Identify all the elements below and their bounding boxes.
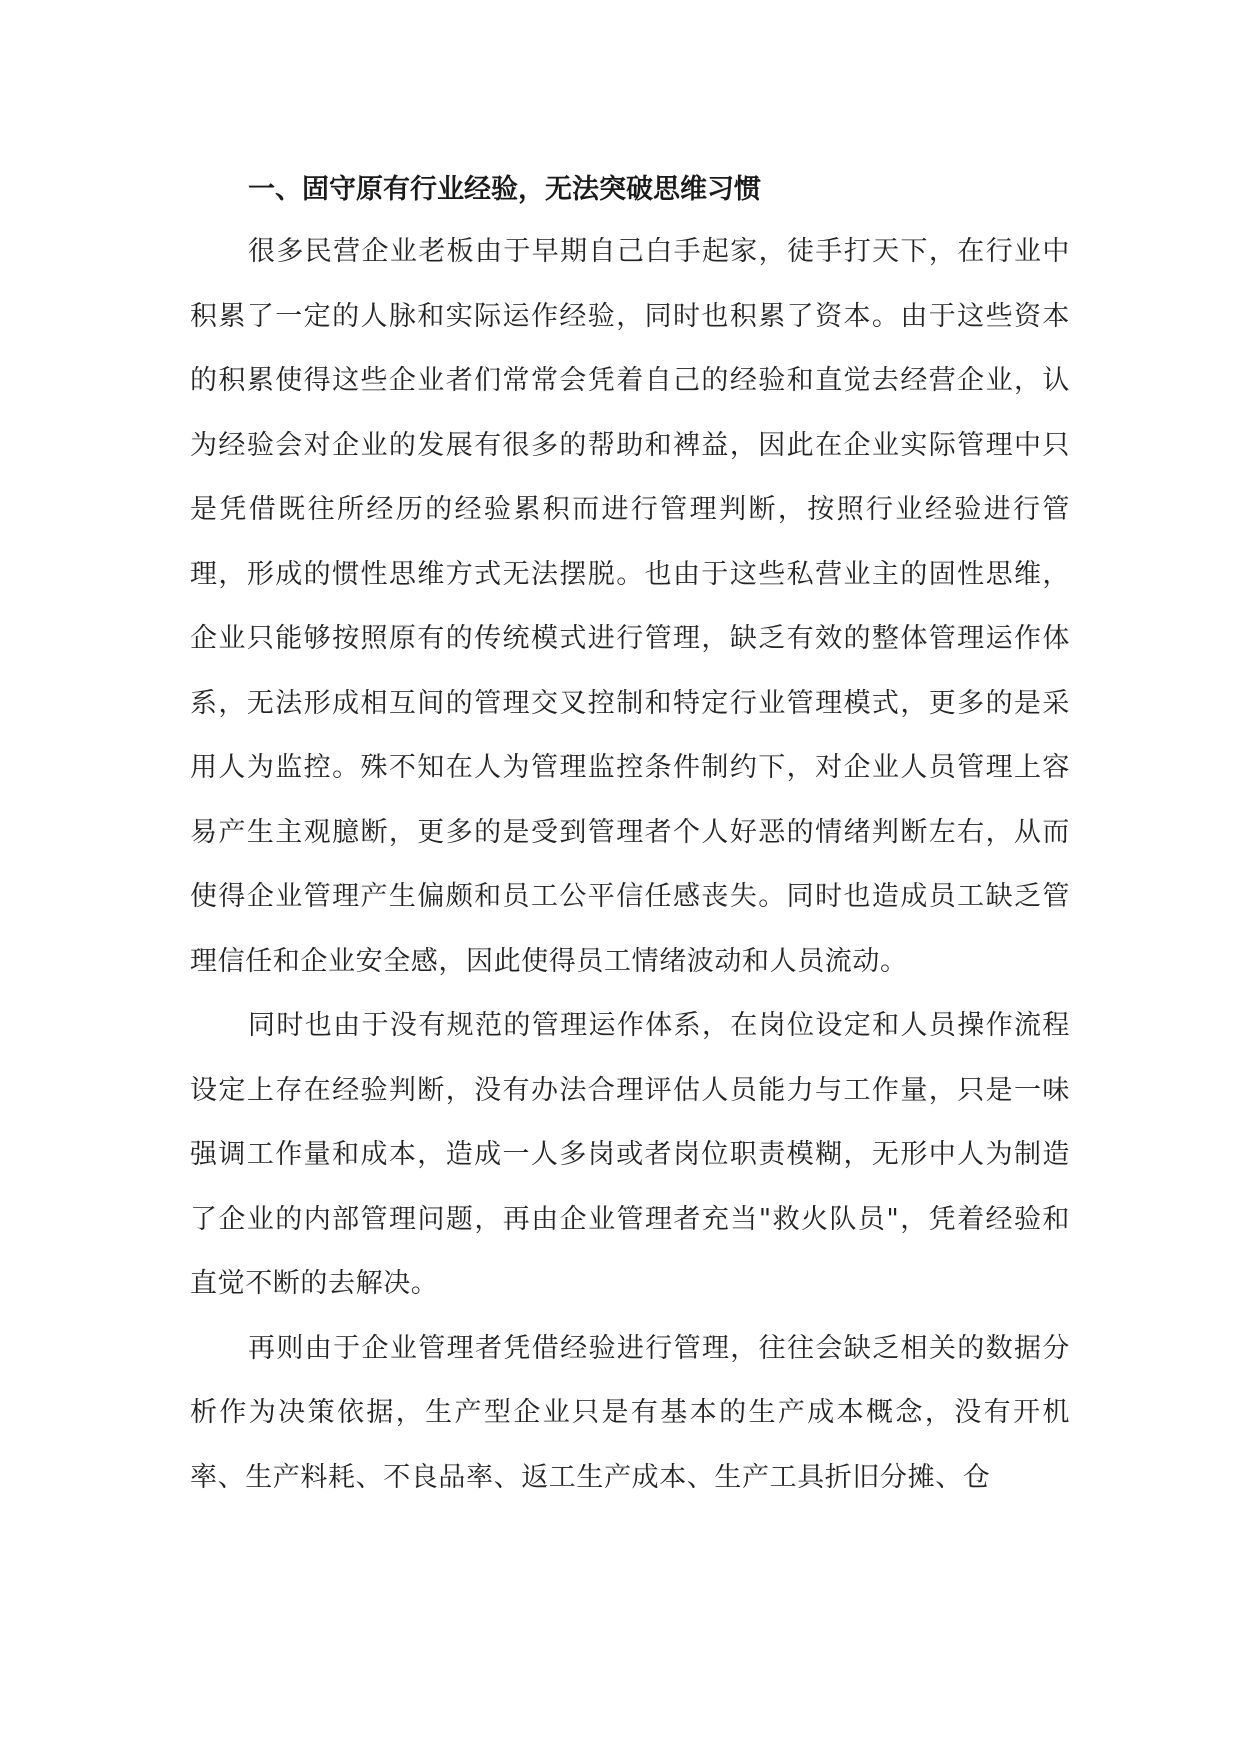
paragraph-2: 同时也由于没有规范的管理运作体系，在岗位设定和人员操作流程设定上存在经验判断，没有办法合理评估人员能力与工作量，只是一味强调工作量和成本，造成一人多岗或者岗位职责模糊，无形中人为制造了企业的内部管理问题，再由企业管理者充当"救火队员"，凭着经验和直觉不断的去解决。 — [190, 1010, 1070, 1299]
paragraph-1: 很多民营企业老板由于早期自己白手起家，徒手打天下，在行业中积累了一定的人脉和实际运作经验，同时也积累了资本。由于这些资本的积累使得这些企业者们常常会凭着自己的经验和直觉去经营企业，认为经验会对企业的发展有很多的帮助和裨益，因此在企业实际管理中只是凭借既往所经历的经验累积而进行管理判断，按照行业经验进行管理，形成的惯性思维方式无法摆脱。也由于这些私营业主的固性思维，企业只能够按照原有的传统模式进行管理，缺乏有效的整体管理运作体系，无法形成相互间的管理交叉控制和特定行业管理模式，更多的是采用人为监控。殊不知在人为管理监控条件制约下，对企业人员管理上容易产生主观臆断，更多的是受到管理者个人好恶的情绪判断左右，从而使得企业管理产生偏颇和员工公平信任感丧失。同时也造成员工缺乏管理信任和企业安全感，因此使得员工情绪波动和人员流动。 — [190, 236, 1070, 977]
paragraph-3: 再则由于企业管理者凭借经验进行管理，往往会缺乏相关的数据分析作为决策依据，生产型企业只是有基本的生产成本概念，没有开机率、生产料耗、不良品率、返工生产成本、生产工具折旧分摊、仓 — [190, 1332, 1070, 1493]
section-heading: 一、固守原有行业经验，无法突破思维习惯 — [248, 174, 761, 205]
document-body — [190, 160, 1070, 1510]
